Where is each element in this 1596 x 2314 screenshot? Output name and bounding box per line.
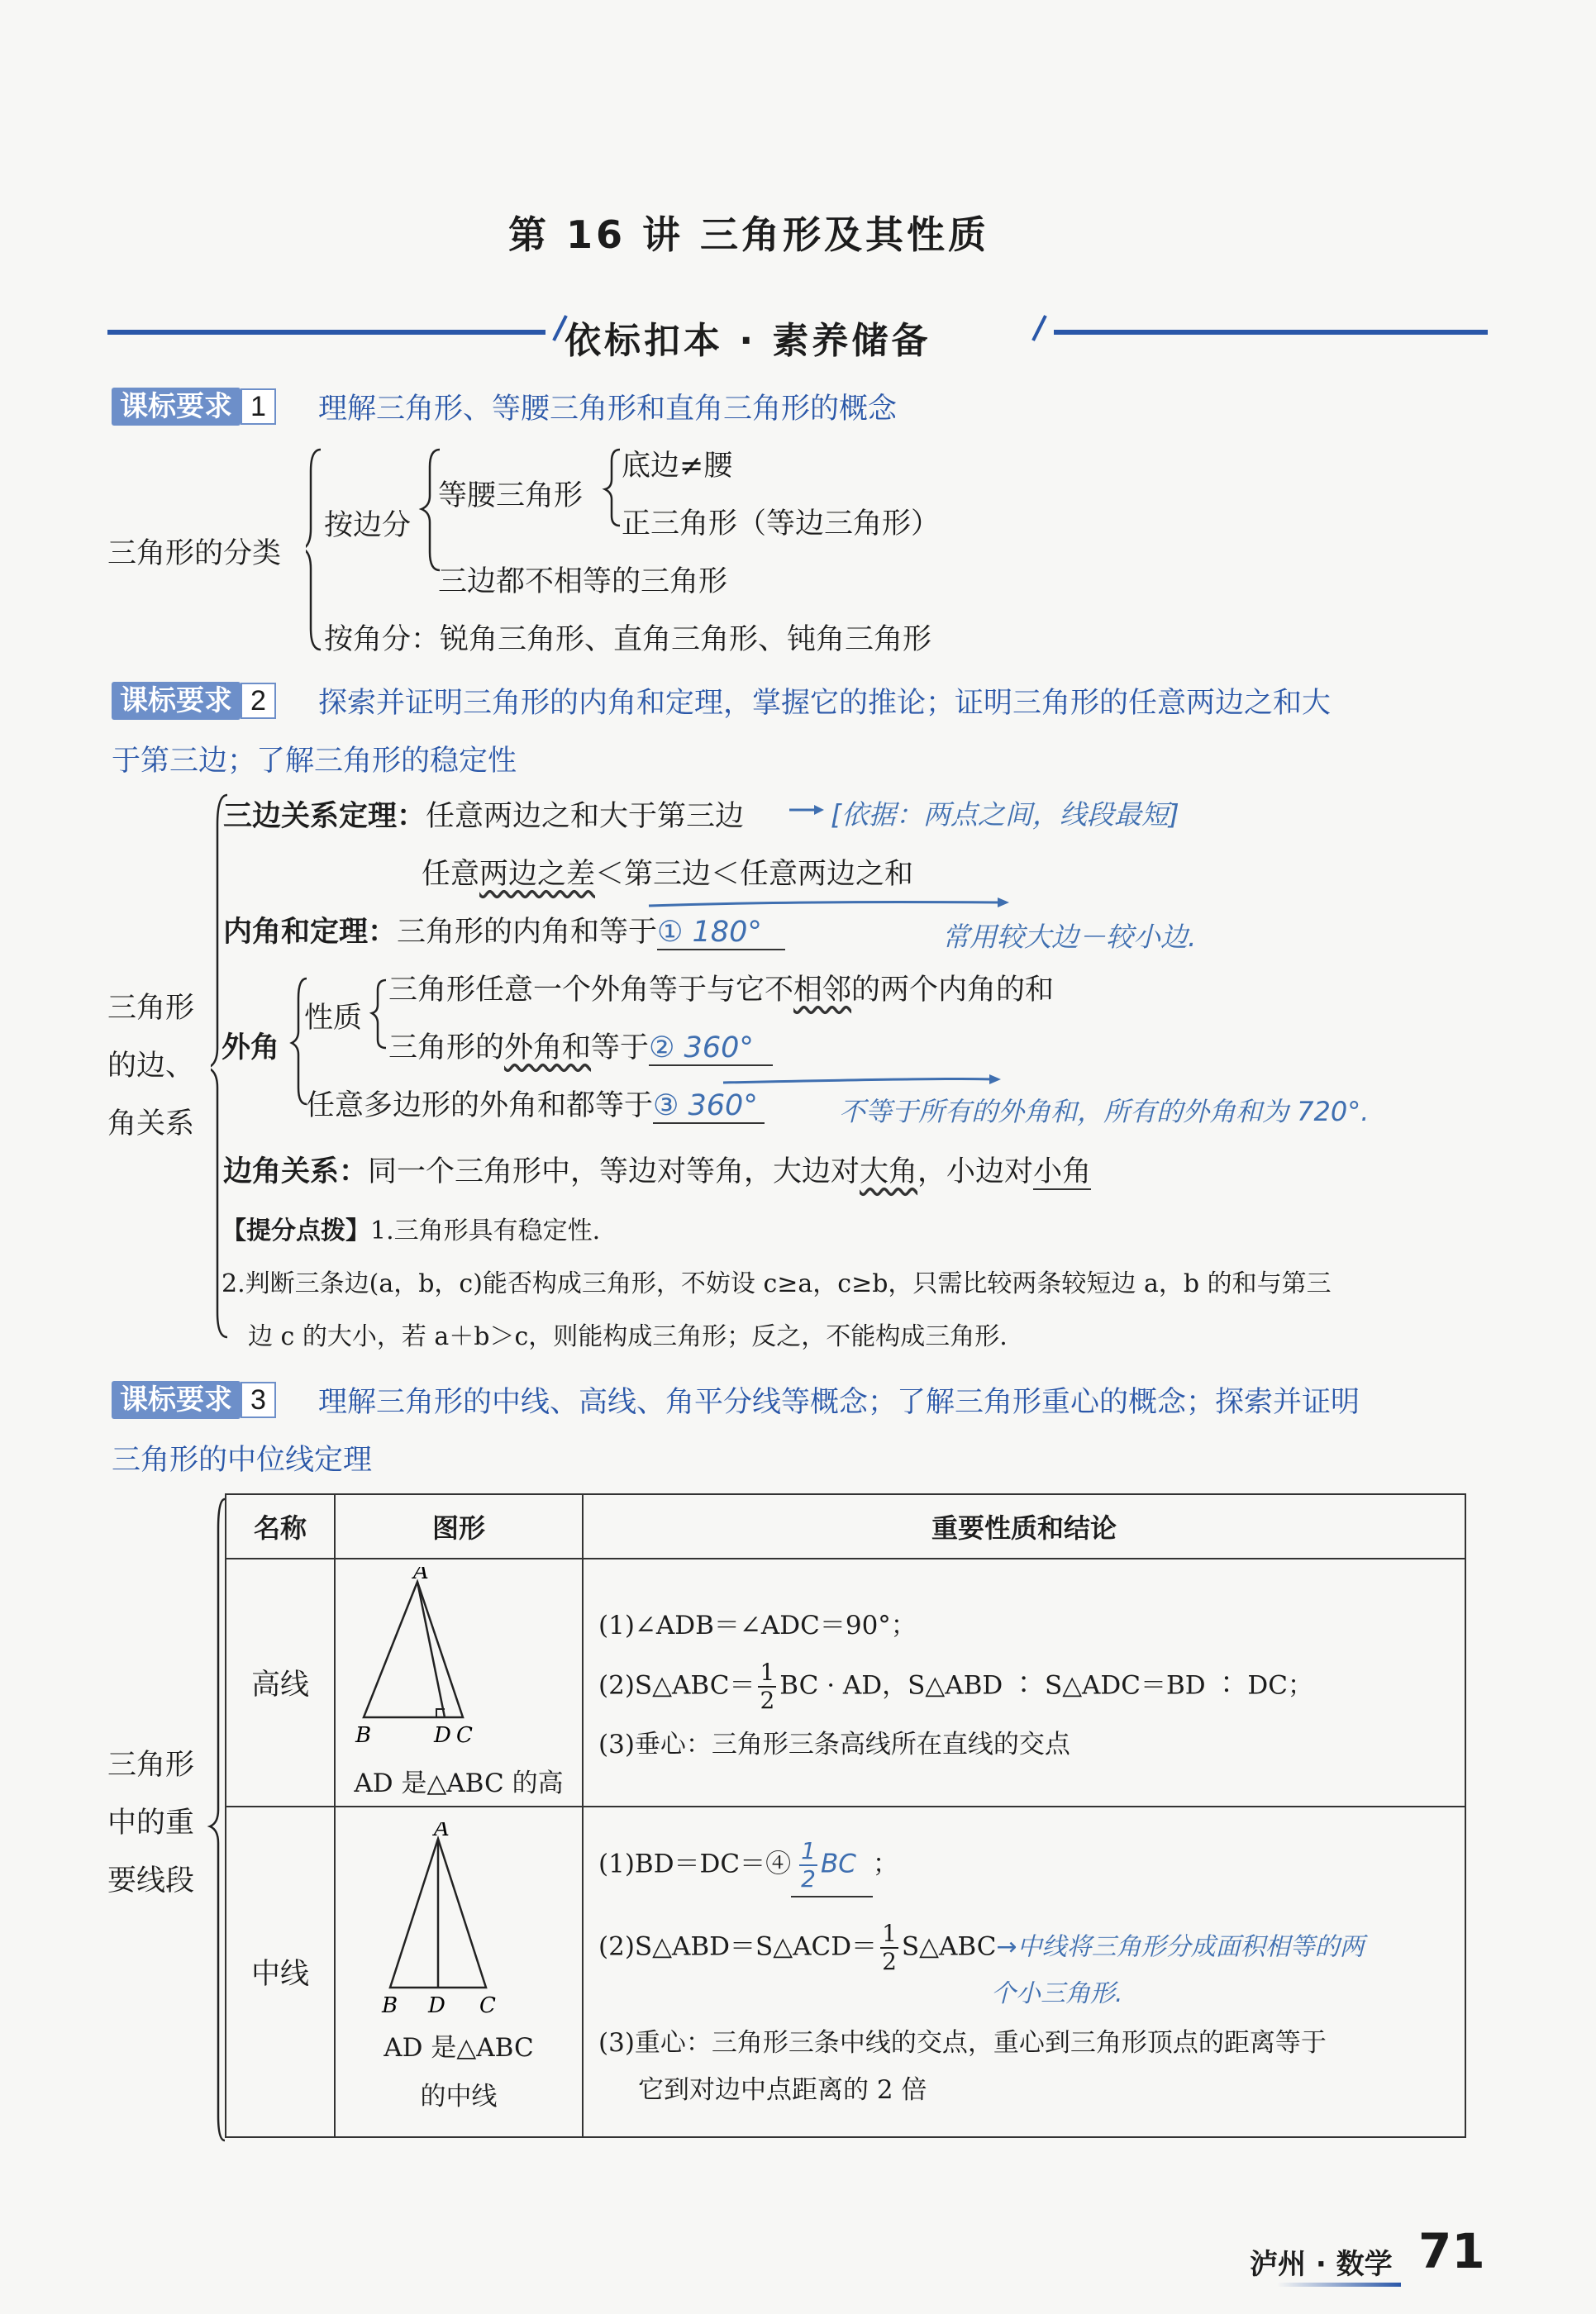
altitude-prop-3: (3)垂心：三角形三条高线所在直线的交点 xyxy=(598,1730,1070,1759)
median-caption-line1: AD 是△ABC xyxy=(384,2033,534,2064)
exterior-property-1 xyxy=(388,967,1054,1008)
label-c: C xyxy=(456,1722,473,1748)
segments-root-line3: 要线段 xyxy=(107,1864,195,1897)
blank-2: ② 360° xyxy=(649,1031,773,1066)
base-not-leg-label: 底边≠腰 xyxy=(622,450,733,483)
polygon-exterior-note: 不等于所有的外角和，所有的外角和为 720°. xyxy=(839,1096,1370,1127)
fraction-half xyxy=(758,1661,776,1712)
label-d: D xyxy=(428,1993,445,2019)
side-relation-label: 三边关系定理： xyxy=(223,800,426,833)
inner-angle-note: 常用较大边－较小边. xyxy=(942,921,1197,953)
by-side-label: 按边分 xyxy=(324,509,412,542)
side-line2-part-c: ＜第三边＜任意两边之和 xyxy=(595,858,914,891)
table-row xyxy=(226,1807,1465,2137)
blank-3: ③ 360° xyxy=(653,1089,765,1124)
inner-angle-label: 内角和定理： xyxy=(223,916,398,949)
banner-title: 依标扣本 · 素养储备 xyxy=(565,320,931,362)
tag-number: 1 xyxy=(241,388,276,425)
inner-angle-text: 三角形的内角和等于 xyxy=(397,916,658,949)
tag-label: 课标要求 xyxy=(112,388,241,426)
equilateral-label: 正三角形（等边三角形） xyxy=(622,507,941,540)
fraction-half xyxy=(880,1922,898,1974)
tip-row-1 xyxy=(222,1210,600,1246)
side-relation-line2 xyxy=(422,851,913,893)
altitude-prop-2-b: BC · AD，S△ABD ∶ S△ADC＝BD ∶ DC； xyxy=(779,1670,1313,1701)
median-prop-1 xyxy=(598,1837,1464,1897)
requirement-3-tag xyxy=(112,1377,276,1417)
fraction-numerator: 1 xyxy=(760,1659,775,1686)
requirement-2-line1: 探索并证明三角形的内角和定理，掌握它的推论；证明三角形的任意两边之和大 xyxy=(318,687,1332,720)
edge-angle-part-c: ，小边对 xyxy=(917,1155,1034,1188)
median-caption-line2: 的中线 xyxy=(420,2082,498,2112)
prop1-part-a: 三角形任意一个外角等于与它不 xyxy=(388,974,794,1007)
header-name: 名称 xyxy=(226,1494,335,1559)
median-triangle-figure xyxy=(339,1822,579,2021)
median-prop-1-b: ； xyxy=(872,1849,898,1879)
property-label: 性质 xyxy=(304,1002,363,1035)
footer-region: 泸州 · 数学 xyxy=(1250,2248,1393,2281)
altitude-prop-2 xyxy=(598,1661,1464,1712)
tip-label: 【提分点拨】 xyxy=(222,1217,370,1245)
label-d: D xyxy=(434,1722,451,1748)
label-a: A xyxy=(434,1822,450,1842)
fraction-denominator: 2 xyxy=(760,1687,775,1714)
side-relation-note: [依据：两点之间，线段最短] xyxy=(831,798,1179,831)
polygon-exterior-row xyxy=(306,1083,765,1124)
scalene-label: 三边都不相等的三角形 xyxy=(438,565,728,598)
arrow-icon: → xyxy=(996,1932,1017,1962)
altitude-prop-2-a: (2)S△ABC＝ xyxy=(598,1670,755,1701)
label-b: B xyxy=(355,1722,372,1748)
median-properties xyxy=(583,1807,1465,2137)
median-prop-2 xyxy=(598,1922,1464,2007)
blank-1: ① 180° xyxy=(657,916,785,950)
relations-root-line2: 的边、 xyxy=(107,1050,195,1083)
tag-number: 2 xyxy=(241,683,276,719)
prop2-part-b: 外角和 xyxy=(504,1031,592,1064)
classification-root: 三角形的分类 xyxy=(107,537,282,570)
fraction-denominator: 2 xyxy=(801,1865,816,1893)
edge-angle-part-d: 小角 xyxy=(1033,1155,1092,1188)
fraction-half xyxy=(799,1837,817,1893)
altitude-caption: AD 是△ABC 的高 xyxy=(354,1768,564,1798)
by-angle-label: 按角分：锐角三角形、直角三角形、钝角三角形 xyxy=(324,623,932,656)
tip-2-line2: 边 c 的大小，若 a＋b＞c，则能构成三角形；反之，不能构成三角形. xyxy=(248,1322,1008,1351)
requirement-3-line2: 三角形的中位线定理 xyxy=(112,1444,373,1477)
median-prop-2-b: S△ABC xyxy=(901,1931,997,1962)
requirement-1-tag xyxy=(112,383,276,424)
median-note-line2: 个小三角形. xyxy=(991,1979,1123,2009)
altitude-triangle-figure xyxy=(339,1567,579,1765)
requirement-1-text: 理解三角形、等腰三角形和直角三角形的概念 xyxy=(318,393,898,426)
footer-accent-line xyxy=(1277,2283,1401,2287)
edge-angle-part-b: 大角 xyxy=(860,1155,918,1188)
median-prop-3-line2: 它到对边中点距离的 2 倍 xyxy=(638,2074,927,2105)
requirement-2-line2: 于第三边；了解三角形的稳定性 xyxy=(112,745,517,778)
polygon-exterior-text: 任意多边形的外角和都等于 xyxy=(306,1089,654,1122)
exterior-angle-label: 外角 xyxy=(222,1031,280,1064)
label-a: A xyxy=(413,1566,429,1584)
prop1-part-c: 的两个内角的和 xyxy=(851,974,1055,1007)
tip-1: 1.三角形具有稳定性. xyxy=(370,1217,601,1245)
fraction-denominator: 2 xyxy=(882,1948,897,1976)
tag-label: 课标要求 xyxy=(112,682,241,720)
inner-angle-row xyxy=(223,909,785,950)
median-note-line1: 中线将三角形分成面积相等的两 xyxy=(1017,1932,1365,1962)
label-b: B xyxy=(382,1993,398,2019)
altitude-figure-cell xyxy=(335,1559,583,1807)
side-relation-text: 任意两边之和大于第三边 xyxy=(426,800,745,833)
edge-angle-label: 边角关系： xyxy=(223,1155,369,1188)
prop2-part-a: 三角形的 xyxy=(388,1031,505,1064)
table-header-row xyxy=(226,1494,1465,1559)
side-line2-part-b: 两边之差 xyxy=(479,858,596,891)
median-prop-2-a: (2)S△ABD＝S△ACD＝ xyxy=(598,1931,878,1962)
prop1-part-b: 相邻 xyxy=(793,974,852,1007)
table-row xyxy=(226,1559,1465,1807)
blank-4 xyxy=(791,1837,873,1897)
isosceles-label: 等腰三角形 xyxy=(438,479,584,512)
median-prop-1-a: (1)BD＝DC＝④ xyxy=(598,1849,792,1879)
median-name: 中线 xyxy=(226,1807,335,2137)
side-relation-row xyxy=(223,793,744,835)
page-number: 71 xyxy=(1418,2223,1485,2279)
edge-angle-part-a: 同一个三角形中，等边对等角，大边对 xyxy=(368,1155,860,1188)
fraction-numerator: 1 xyxy=(882,1920,897,1948)
fraction-numerator: 1 xyxy=(801,1837,816,1865)
tag-number: 3 xyxy=(241,1382,276,1418)
segments-root-line1: 三角形 xyxy=(107,1749,195,1782)
segments-table xyxy=(225,1493,1466,2138)
label-c: C xyxy=(479,1993,496,2019)
requirement-2-tag xyxy=(112,678,276,718)
edge-angle-row xyxy=(223,1149,1091,1190)
header-properties: 重要性质和结论 xyxy=(583,1494,1465,1559)
requirement-3-line1: 理解三角形的中线、高线、角平分线等概念；了解三角形重心的概念；探索并证明 xyxy=(318,1386,1360,1419)
altitude-properties xyxy=(583,1559,1465,1807)
header-figure: 图形 xyxy=(335,1494,583,1559)
segments-root-line2: 中的重 xyxy=(107,1807,195,1840)
median-prop-3-line1: (3)重心：三角形三条中线的交点，重心到三角形顶点的距离等于 xyxy=(598,2028,1327,2059)
exterior-property-2 xyxy=(388,1025,773,1066)
prop2-part-c: 等于 xyxy=(591,1031,650,1064)
relations-root-line3: 角关系 xyxy=(107,1107,195,1140)
tag-label: 课标要求 xyxy=(112,1381,241,1419)
altitude-prop-1: (1)∠ADB＝∠ADC＝90°； xyxy=(598,1610,917,1640)
median-caption xyxy=(336,2024,581,2121)
side-line2-part-a: 任意 xyxy=(422,858,480,891)
blank-4-text: BC xyxy=(820,1849,856,1879)
altitude-name: 高线 xyxy=(226,1559,335,1807)
relations-root-line1: 三角形 xyxy=(107,992,195,1025)
median-figure-cell xyxy=(335,1807,583,2137)
tip-2-line1: 2.判断三条边(a，b，c)能否构成三角形，不妨设 c≥a，c≥b，只需比较两条较短边 a，b 的和与第三 xyxy=(222,1269,1332,1298)
page-title: 第 16 讲 三角形及其性质 xyxy=(508,212,990,257)
